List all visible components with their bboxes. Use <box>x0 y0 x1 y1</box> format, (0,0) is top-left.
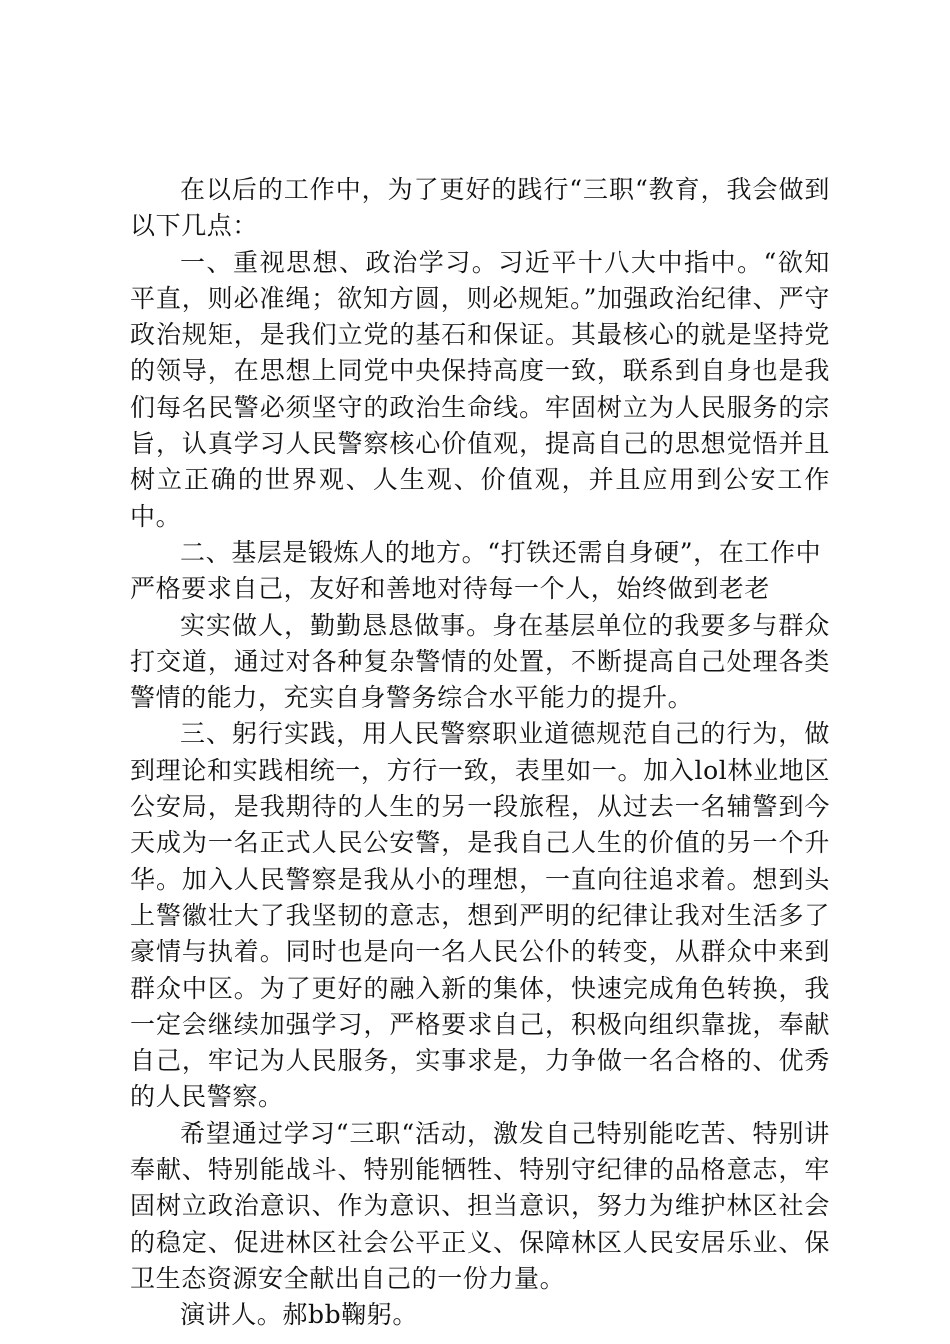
paragraph-point-two: 二、基层是锻炼人的地方。“打铁还需自身硬”，在工作中严格要求自己，友好和善地对待每一个人，始终做到老老 <box>130 537 822 604</box>
document-body <box>130 172 830 1334</box>
paragraph-point-one: 一、重视思想、政治学习。习近平十八大中指中。“欲知平直，则必准绳；欲知方圆，则必规矩。”加强政治纪律、严守政治规矩，是我们立党的基石和保证。其最核心的就是坚持党的领导，在思想上同党中央保持高度一致，联系到自身也是我们每名民警必须坚守的政治生命线。牢固树立为人民服务的宗旨，认真学习人民警察核心价值观，提高自己的思想觉悟并且树立正确的世界观、人生观、价值观，并且应用到公安工作中。 <box>130 247 830 531</box>
paragraph-intro: 在以后的工作中，为了更好的践行“三职“教育，我会做到以下几点： <box>130 175 830 241</box>
paragraph-point-two-continued: 实实做人，勤勤恳恳做事。身在基层单位的我要多与群众打交道，通过对各种复杂警情的处置，不断提高自己处理各类警情的能力，充实自身警务综合水平能力的提升。 <box>130 610 830 713</box>
paragraph-signature: 演讲人。郝bb鞠躬。 <box>180 1300 419 1330</box>
paragraph-point-three: 三、躬行实践，用人民警察职业道德规范自己的行为，做到理论和实践相统一，方行一致，表里如一。加入lol林业地区公安局，是我期待的人生的另一段旅程，从过去一名辅警到今天成为一名正式人民公安警，是我自己人生的价值的另一个升华。加入人民警察是我从小的理想，一直向往追求着。想到头上警徽壮大了我坚韧的意志，想到严明的纪律让我对生活多了豪情与执着。同时也是向一名人民公仆的转变，从群众中来到群众中区。为了更好的融入新的集体，快速完成角色转换，我一定会继续加强学习，严格要求自己，积极向组织靠拢，奉献自己，牢记为人民服务，实事求是，力争做一名合格的、优秀的人民警察。 <box>130 719 830 1112</box>
paragraph-hope: 希望通过学习“三职“活动，激发自己特别能吃苦、特别讲奉献、特别能战斗、特别能牺牲、特别守纪律的品格意志，牢固树立政治意识、作为意识、担当意识，努力为维护林区社会的稳定、促进林区社会公平正义、保障林区人民安居乐业、保卫生态资源安全献出自己的一份力量。 <box>130 1118 830 1293</box>
